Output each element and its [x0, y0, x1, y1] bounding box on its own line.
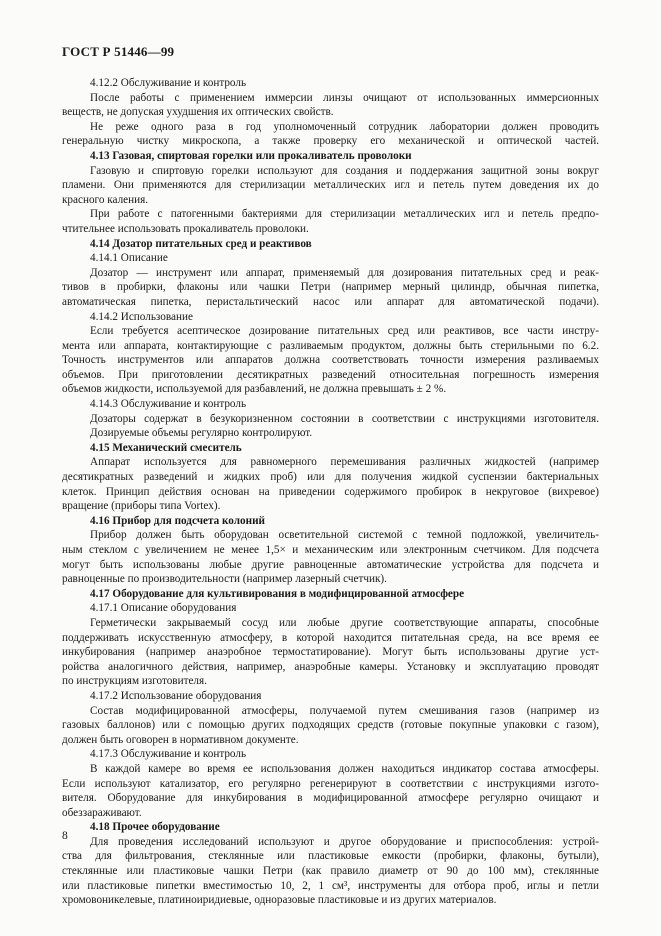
- text-line: тивов в пробирки, флаконы или чашки Петри (например мерный цилиндр, обычная пипетка,: [62, 281, 599, 294]
- section-heading: 4.17 Оборудование для культивирования в модифицированной атмосфере: [90, 587, 465, 600]
- text-line: объемов. При приготовлении десятикратных разведений относительная погрешность измерения: [62, 368, 599, 381]
- text-line: веществ, не допуская ухудшения их оптических свойств.: [62, 106, 334, 119]
- text-line: Прибор должен быть оборудован осветительной системой с темной подложкой, увеличитель-: [90, 529, 599, 542]
- text-line: чтительнее использовать прокаливатель проволоки.: [62, 222, 309, 235]
- text-line: или пластиковые пипетки вместимостью 10, 2, 1 см³, инструменты для отбора проб, иглы и петли: [62, 879, 599, 892]
- text-line: Дозируемые объемы регулярно контролируют.: [90, 427, 313, 440]
- text-line: Дозаторы содержат в безукоризненном состоянии в соответствии с инструкциями изготовителя.: [90, 412, 599, 425]
- text-line: 4.14.3 Обслуживание и контроль: [90, 398, 247, 411]
- text-line: должен быть оговорен в нормативном документе.: [62, 733, 299, 746]
- text-line: обеззараживают.: [62, 806, 142, 819]
- text-line: 4.12.2 Обслуживание и контроль: [90, 77, 247, 89]
- text-line: 4.17.2 Использование оборудования: [90, 689, 262, 702]
- text-line: Газовую и спиртовую горелки используют для создания и поддержания защитной зоны вокруг: [90, 164, 599, 177]
- text-line: Не реже одного раза в год уполномоченный сотрудник лаборатории должен проводить: [90, 120, 599, 133]
- text-line: При работе с патогенными бактериями для стерилизации металлических игл и петель предпо-: [90, 208, 599, 221]
- text-line: хромовоникелевые, платиноиридиевые, одноразовые пластиковые и из других материалов.: [62, 894, 497, 907]
- text-line: генеральную чистку микроскопа, а также проверку его механической и оптической частей.: [62, 135, 599, 148]
- text-line: объемов жидкости, используемой для разбавлений, не должна превышать ± 2 %.: [62, 383, 447, 396]
- text-line: инкубирования (например анаэробное термостатирование). Могут быть использованы другие уст-: [62, 646, 599, 659]
- section-heading: 4.18 Прочее оборудование: [90, 821, 220, 834]
- text-line: по инструкциям изготовителя.: [62, 675, 207, 688]
- text-line: Точность инструментов или аппаратов должна соответствовать точности измерения разливаемых: [62, 354, 599, 367]
- text-line: красного каления.: [62, 193, 149, 206]
- section-heading: 4.15 Механический смеситель: [90, 441, 242, 454]
- text-line: поддерживать искусственную атмосферу, в которой находится питательная среда, на все время ее: [62, 631, 599, 644]
- text-line: вращение (приборы типа Vortex).: [62, 500, 221, 513]
- text-line: мента или аппарата, контактирующие с разливаемым продуктом, должны быть стерильными по 6.2.: [62, 339, 599, 352]
- text-line: вителя. Оборудование для инкубирования в модифицированной атмосфере регулярно очищают и: [62, 792, 599, 805]
- text-line: клеток. Принцип действия основан на приведении содержимого пробирок в некруговое (вихревое): [62, 485, 599, 498]
- standard-header: ГОСТ Р 51446—99: [62, 44, 175, 59]
- document-body: [62, 76, 599, 908]
- section-heading: 4.13 Газовая, спиртовая горелки или прокаливатель проволоки: [90, 149, 412, 162]
- text-line: могут быть использованы любые другие равноценные автоматические устройства для подсчета и: [62, 558, 599, 571]
- text-line: Если требуется асептическое дозирование питательных сред или реактивов, все части инстру-: [90, 325, 599, 338]
- text-line: ройства аналогичного действия, например, анаэробные камеры. Установку и эксплуатацию проводят: [62, 660, 599, 673]
- page-number: 8: [62, 830, 68, 842]
- text-line: автоматическая пипетка, перистальтический насос или аппарат для автоматической подачи).: [62, 295, 599, 308]
- text-line: Если используют катализатор, его регулярно регенерируют в соответствии с инструкциями изгото-: [62, 777, 599, 790]
- section-heading: 4.16 Прибор для подсчета колоний: [90, 514, 265, 527]
- text-line: газовых баллонов) или с помощью других подходящих средств (готовые покупные упаковки с газом),: [62, 719, 599, 732]
- text-line: ства для фильтрования, стеклянные или пластиковые емкости (пробирки, флаконы, бутыли),: [62, 850, 599, 863]
- text-line: 4.17.3 Обслуживание и контроль: [90, 748, 247, 761]
- text-line: Дозатор — инструмент или аппарат, применяемый для дозирования питательных сред и реак-: [90, 266, 599, 279]
- section-heading: 4.14 Дозатор питательных сред и реактивов: [90, 237, 312, 250]
- text-line: пламени. Они применяются для стерилизации металлических игл и петель путем доведения их до: [62, 179, 599, 192]
- text-line: десятикратных разведений и жидких проб) или для получения жидкой суспензии бактериальных: [62, 471, 599, 484]
- text-line: После работы с применением иммерсии линзы очищают от использованных иммерсионных: [90, 91, 599, 104]
- text-line: стеклянные или пластиковые чашки Петри (как правило диаметр от 90 до 100 мм), стеклянные: [62, 865, 599, 878]
- text-line: Аппарат используется для равномерного перемешивания различных жидкостей (например: [90, 456, 599, 469]
- text-line: 4.14.1 Описание: [90, 252, 168, 265]
- text-line: 4.14.2 Использование: [90, 310, 193, 323]
- text-line: В каждой камере во время ее использования должен находиться индикатор состава атмосферы.: [90, 762, 599, 775]
- text-line: ным стеклом с увеличением не менее 1,5× и механическим или электронным счетчиком. Для подсчета: [62, 544, 599, 556]
- text-line: Состав модифицированной атмосферы, получаемой путем смешивания газов (например из: [90, 704, 599, 717]
- text-line: Для проведения исследований используют и другое оборудование и приспособления: устрой-: [90, 835, 599, 848]
- text-line: Герметически закрываемый сосуд или любые другие соответствующие аппараты, способные: [90, 616, 599, 629]
- text-line: равноценные по производительности (например лазерный счетчик).: [62, 573, 387, 586]
- text-line: 4.17.1 Описание оборудования: [90, 602, 237, 615]
